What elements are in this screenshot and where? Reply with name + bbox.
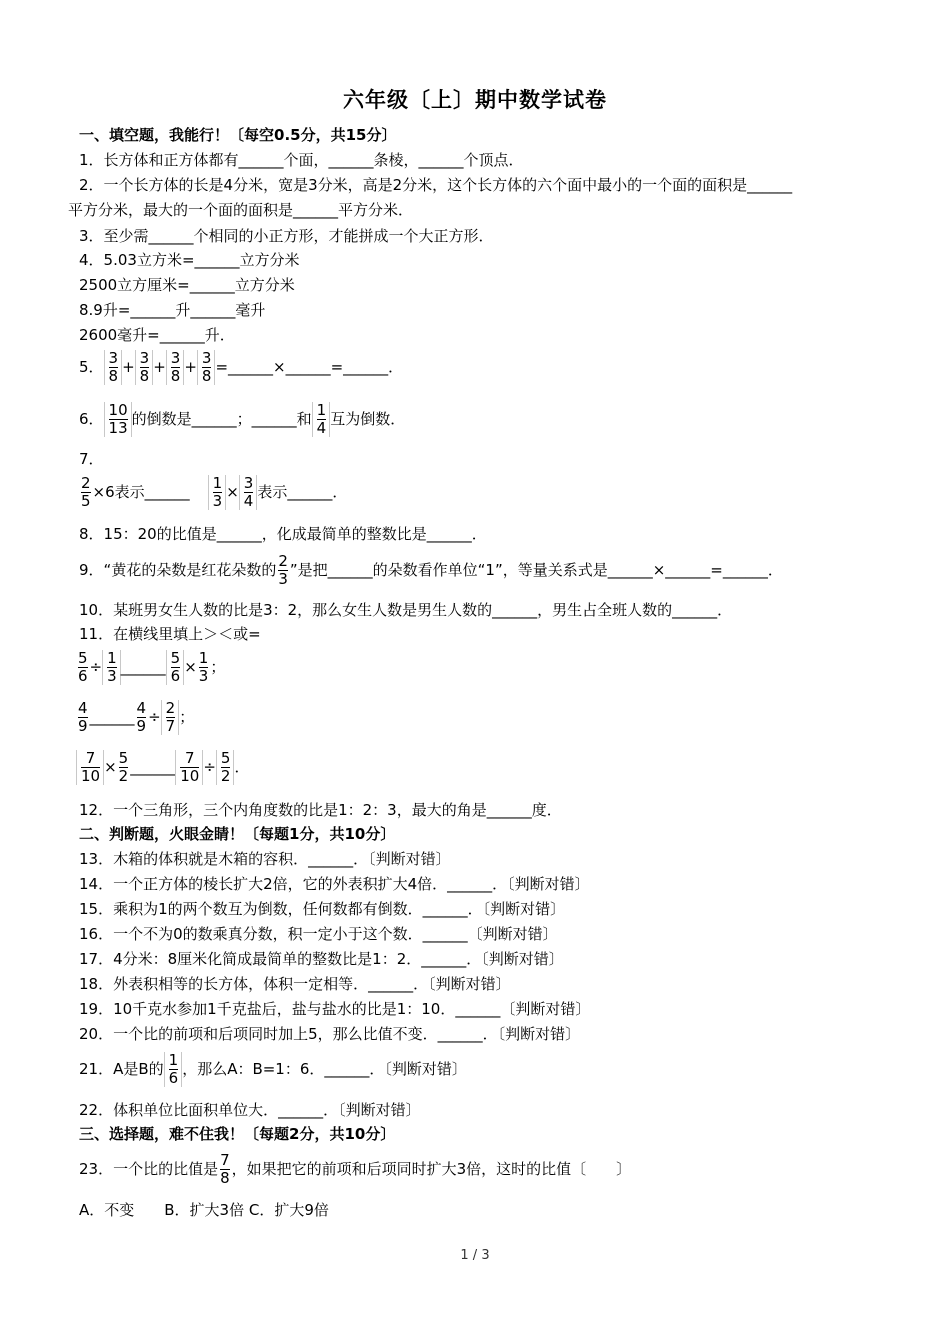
question-23-options: A．不变 B．扩大3倍 C．扩大9倍 xyxy=(79,1201,329,1219)
fraction: $\frac{1}{3}$ xyxy=(208,475,227,510)
question-3: 3．至少需______个相同的小正方形，才能拼成一个大正方形． xyxy=(79,227,494,245)
fraction: $\frac{1}{3}$ xyxy=(198,649,209,685)
fraction: $\frac{2}{5}$ xyxy=(81,474,91,510)
question-14: 14．一个正方体的棱长扩大2倍，它的外表积扩大4倍．______．〔判断对错〕 xyxy=(79,875,590,893)
fraction: $\frac{5}{2}$ xyxy=(216,750,235,785)
fraction: $\frac{3}{8}$ xyxy=(166,350,185,385)
fraction: $\frac{5}{2}$ xyxy=(118,749,129,785)
fraction: $\frac{10}{13}$ xyxy=(104,402,132,437)
fraction: $\frac{3}{4}$ xyxy=(239,475,258,510)
section-heading-fill-blank: 一、填空题，我能行！〔每空0.5分，共15分〕 xyxy=(79,126,397,144)
fraction: $\frac{1}{4}$ xyxy=(312,402,331,437)
question-11-row-1: $\frac{5}{6}$ ÷ $\frac{1}{3}$ ______ $\frac{5}{6}$ × $\frac{1}{3}$ ； xyxy=(78,649,226,685)
question-10: 10．某班男女生人数的比是3：2，那么女生人数是男生人数的______，男生占全班人数的______． xyxy=(79,601,733,619)
question-19: 19．10千克水参加1千克盐后，盐与盐水的比是1：10．______〔判断对错〕 xyxy=(79,1000,591,1018)
question-11: 11．在横线里填上＞＜或= xyxy=(79,625,261,643)
fraction: $\frac{2}{7}$ xyxy=(161,700,180,735)
question-4-line-4: 2600毫升=______升． xyxy=(79,326,235,344)
section-heading-multiple-choice: 三、选择题，难不住我！〔每题2分，共10分〕 xyxy=(79,1125,396,1143)
fraction: $\frac{7}{10}$ xyxy=(175,750,203,785)
question-23: 23．一个比的比值是 $\frac{7}{8}$ ，如果把它的前项和后项同时扩大3倍，这时的比值〔 〕 xyxy=(79,1151,632,1187)
question-11-row-2: $\frac{4}{9}$ ______ $\frac{4}{9}$ ÷ $\frac{2}{7}$ ； xyxy=(78,699,195,735)
fraction: $\frac{5}{6}$ xyxy=(166,650,185,685)
fraction: $\frac{3}{8}$ xyxy=(104,350,123,385)
question-18: 18．外表积相等的长方体，体积一定相等．______．〔判断对错〕 xyxy=(79,975,511,993)
question-5: 5． $\frac{3}{8}$ + $\frac{3}{8}$ + $\frac{3}{8}$ + $\frac{3}{8}$ =______×______=______． xyxy=(79,349,404,385)
page-title: 六年级〔上〕期中数学试卷 xyxy=(343,88,607,112)
question-13: 13．木箱的体积就是木箱的容积．______．〔判断对错〕 xyxy=(79,850,451,868)
question-6: 6． $\frac{10}{13}$ 的倒数是______；______和 $\frac{1}{4}$ 互为倒数． xyxy=(79,401,406,437)
question-17: 17．4分米：8厘米化简成最简单的整数比是1：2．______．〔判断对错〕 xyxy=(79,950,564,968)
question-4-line-1: 4．5.03立方米=______立方分米 xyxy=(79,251,300,269)
question-7: $\frac{2}{5}$ ×6表示______ $\frac{1}{3}$ × $\frac{3}{4}$ 表示______． xyxy=(81,474,348,510)
question-7-label: 7． xyxy=(79,450,104,468)
question-20: 20．一个比的前项和后项同时加上5，那么比值不变．______．〔判断对错〕 xyxy=(79,1025,581,1043)
fraction: $\frac{4}{9}$ xyxy=(78,699,88,735)
page-number: 1 / 3 xyxy=(460,1248,490,1263)
question-11-row-3: $\frac{7}{10}$ × $\frac{5}{2}$ ______ $\frac{7}{10}$ ÷ $\frac{5}{2}$ ． xyxy=(76,745,249,789)
fraction: $\frac{5}{6}$ xyxy=(78,649,88,685)
question-1: 1．长方体和正方体都有______个面，______条棱，______个顶点． xyxy=(79,151,524,169)
fraction: $\frac{7}{10}$ xyxy=(76,750,104,785)
question-4-line-2: 2500立方厘米=______立方分米 xyxy=(79,276,295,294)
question-8: 8．15：20的比值是______，化成最简单的整数比是______． xyxy=(79,525,487,543)
fraction: $\frac{1}{3}$ xyxy=(102,650,121,685)
fraction: $\frac{7}{8}$ xyxy=(220,1151,230,1187)
fraction: $\frac{1}{6}$ xyxy=(164,1052,183,1087)
question-2-line-2: 平方分米，最大的一个面的面积是______平方分米． xyxy=(68,201,414,219)
question-22: 22．体积单位比面积单位大．______．〔判断对错〕 xyxy=(79,1101,421,1119)
section-heading-true-false: 二、判断题，火眼金睛！〔每题1分，共10分〕 xyxy=(79,825,396,843)
fraction: $\frac{3}{8}$ xyxy=(135,350,154,385)
question-4-line-3: 8.9升=______升______毫升 xyxy=(79,301,266,319)
fraction: $\frac{2}{3}$ xyxy=(278,552,288,588)
question-16: 16．一个不为0的数乘真分数，积一定小于这个数．______〔判断对错〕 xyxy=(79,925,558,943)
question-12: 12．一个三角形，三个内角度数的比是1：2：3，最大的角是______度． xyxy=(79,801,562,819)
question-9: 9．“黄花的朵数是红花朵数的 $\frac{2}{3}$ ”是把______的朵数看作单位“1”，等量关系式是______×______=______． xyxy=(79,552,783,588)
question-15: 15．乘积为1的两个数互为倒数，任何数都有倒数．______．〔判断对错〕 xyxy=(79,900,566,918)
fraction: $\frac{3}{8}$ xyxy=(197,350,216,385)
question-21: 21．A是B的 $\frac{1}{6}$ ，那么A：B=1：6．______．〔判断对错〕 xyxy=(79,1051,467,1087)
fraction: $\frac{4}{9}$ xyxy=(136,699,147,735)
question-2-line-1: 2．一个长方体的长是4分米，宽是3分米，高是2分米，这个长方体的六个面中最小的一个面的面积是______ xyxy=(79,176,793,194)
